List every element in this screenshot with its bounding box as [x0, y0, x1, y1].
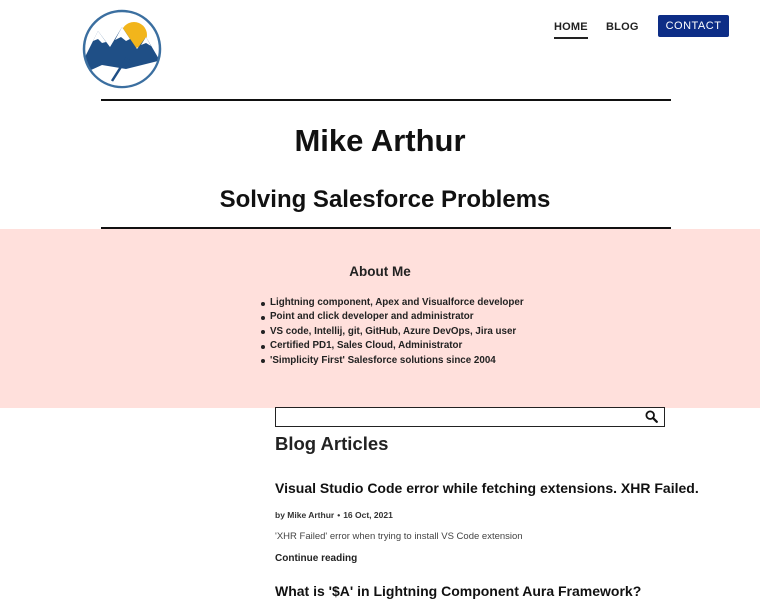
site-subtitle: Solving Salesforce Problems [219, 186, 551, 213]
article-title[interactable]: Visual Studio Code error while fetching extensions. XHR Failed. [275, 480, 699, 496]
article-author: by Mike Arthur [275, 510, 335, 520]
continue-reading-link[interactable]: Continue reading [275, 553, 358, 564]
top-divider [101, 99, 671, 101]
search-icon[interactable] [645, 410, 658, 423]
about-item: 'Simplicity First' Salesforce solutions since 2004 [270, 354, 524, 368]
nav-blog[interactable]: BLOG [606, 21, 639, 33]
blog-heading: Blog Articles [275, 433, 389, 454]
about-section [0, 229, 760, 408]
article-title[interactable]: What is '$A' in Lightning Component Aura Framework? [275, 583, 642, 599]
article-meta [275, 510, 393, 520]
about-item: VS code, Intellij, git, GitHub, Azure DevOps, Jira user [270, 325, 524, 339]
site-logo[interactable] [82, 9, 162, 89]
meta-separator: • [337, 510, 341, 520]
search-box [275, 407, 665, 427]
about-item: Certified PD1, Sales Cloud, Administrator [270, 339, 524, 353]
mountain-sun-logo-icon [82, 9, 162, 89]
article-excerpt: 'XHR Failed' error when trying to install VS Code extension [275, 531, 523, 542]
search-input[interactable] [278, 409, 638, 424]
about-item: Point and click developer and administrator [270, 310, 524, 324]
about-title: About Me [349, 264, 411, 279]
site-title: Mike Arthur [294, 123, 466, 158]
about-item: Lightning component, Apex and Visualforce developer [270, 296, 524, 310]
about-list [270, 296, 524, 368]
article-date: 16 Oct, 2021 [343, 510, 393, 520]
nav-home[interactable]: HOME [554, 21, 588, 33]
contact-button[interactable]: CONTACT [658, 15, 729, 37]
